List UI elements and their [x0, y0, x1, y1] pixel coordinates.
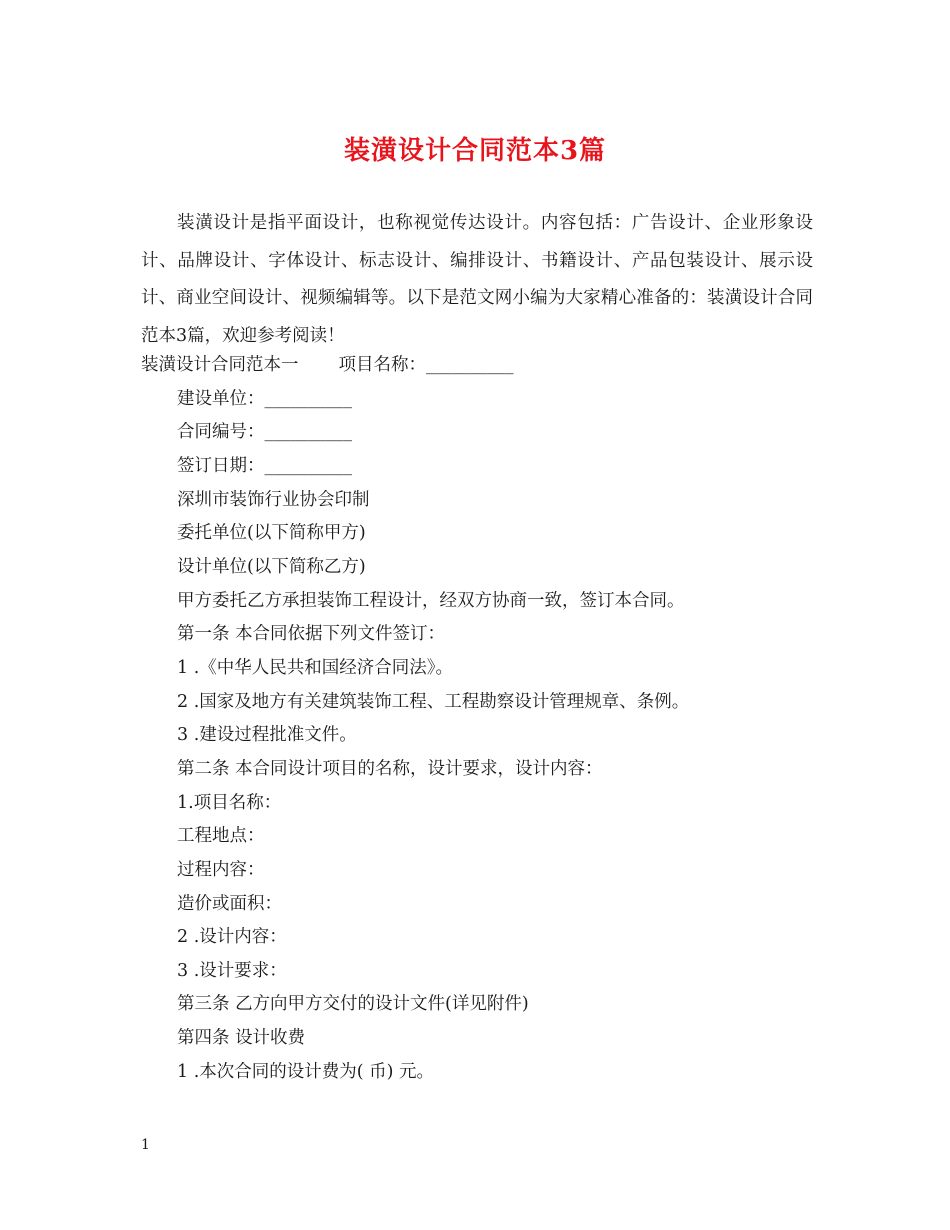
- document-title: 装潢设计合同范本3篇: [343, 136, 607, 166]
- body-line: 第三条 乙方向甲方交付的设计文件(详见附件): [177, 994, 529, 1014]
- intro-paragraph: 装潢设计是指平面设计，也称视觉传达设计。内容包括：广告设计、企业形象设计、品牌设计、字体设计、标志设计、编排设计、书籍设计、产品包装设计、展示设计、商业空间设计、视频编辑等。以下是范文网小编为大家精心准备的：装潢设计合同范本3篇，欢迎参考阅读！: [141, 213, 813, 346]
- body-line: 甲方委托乙方承担装饰工程设计，经双方协商一致，签订本合同。: [177, 591, 685, 611]
- body-line: 过程内容：: [177, 860, 265, 880]
- body-line: 1.项目名称：: [177, 793, 282, 813]
- body-line: 工程地点：: [177, 826, 265, 846]
- body-line: 第一条 本合同依据下列文件签订：: [177, 624, 446, 644]
- body-line: 3 .设计要求：: [177, 961, 287, 981]
- body-line: 2 .设计内容：: [177, 927, 287, 947]
- body-line: 委托单位(以下简称甲方): [177, 523, 366, 543]
- contract-heading: 装潢设计合同范本一: [141, 355, 299, 375]
- body-line: 3 .建设过程批准文件。: [177, 725, 357, 745]
- body-line: 深圳市装饰行业协会印制: [177, 490, 370, 510]
- body-line: 合同编号：__________: [177, 422, 352, 442]
- body-line: 设计单位(以下简称乙方): [177, 557, 366, 577]
- body-line: 签订日期：__________: [177, 456, 352, 476]
- page-number: 1: [141, 1137, 150, 1153]
- contract-heading-line: [141, 351, 514, 376]
- body-line: 第二条 本合同设计项目的名称，设计要求，设计内容：: [177, 759, 603, 779]
- body-line: 造价或面积：: [177, 894, 282, 914]
- project-name-field: 项目名称：__________: [338, 355, 514, 375]
- body-line: 第四条 设计收费: [177, 1028, 306, 1048]
- body-line: 1 .《中华人民共和国经济合同法》。: [177, 658, 454, 678]
- body-line: 建设单位：__________: [177, 389, 352, 409]
- body-line: 1 .本次合同的设计费为( 币) 元。: [177, 1062, 435, 1082]
- body-line: 2 .国家及地方有关建筑装饰工程、工程勘察设计管理规章、条例。: [177, 692, 690, 712]
